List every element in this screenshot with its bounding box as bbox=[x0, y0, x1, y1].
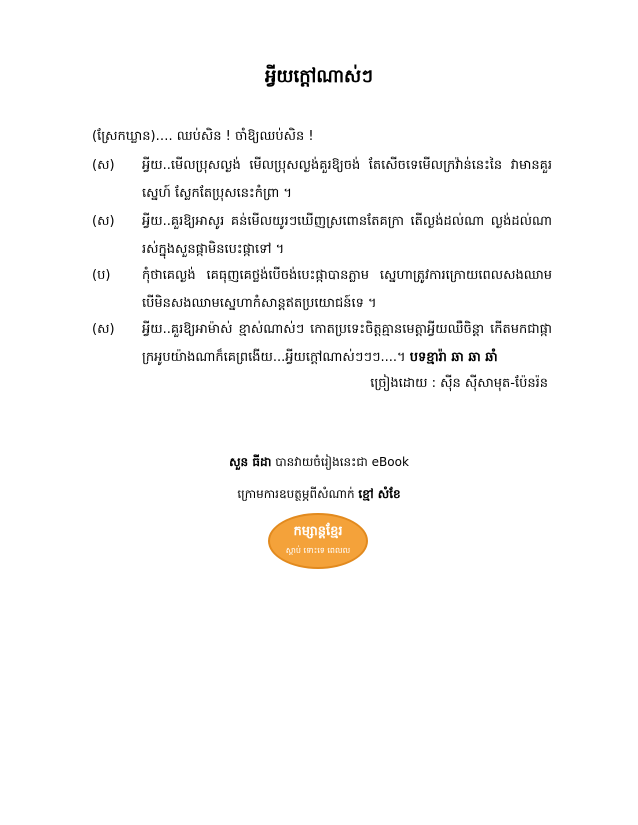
verse-text: កុំថាគេល្ងង់ គេធុញគេថ្លង់បើចង់បេះផ្កាបានភ្លាម ស្នេហាត្រូវការក្រោយពេលសងឈាម បើមិនសងឈាមស្នេហាកំសាន្តឥតប្រយោជន៍ទេ ។ bbox=[142, 268, 552, 311]
verse-4 bbox=[92, 316, 552, 372]
typist-name: សួន ធីដា bbox=[229, 455, 272, 469]
sponsor-prefix: ក្រោមការឧបត្ថម្ភពីសំណាក់ bbox=[237, 487, 359, 501]
kamsan-khmer-logo bbox=[268, 513, 368, 569]
intro-line: (ស្រែកឃ្លាន)…. ឈប់សិន ! ចាំឱ្យឈប់សិន ! bbox=[92, 129, 314, 144]
verse-text-body: អ្វីយ..គួរឱ្យអាម៉ាស់ ខ្មាស់ណាស់ៗ កោតប្រទេះចិត្តគ្មានមេត្តាអ្វីយឈឺចិន្តា កើតមកជាផ្កា ក្រអូបយ៉ាងណាក៏គេព្រងើយ...អ្វីយក្តៅណាស់ៗៗៗ....។ bbox=[142, 322, 552, 365]
logo-sub-text: ស្ដាប់ ទោះទេ ពេលល bbox=[285, 546, 351, 555]
song-title: អ្វីយក្តៅណាស់ៗ bbox=[264, 66, 374, 87]
verse-tag: (ស) bbox=[92, 158, 115, 173]
logo-main-text: កម្សាន្តខ្មែរ bbox=[293, 524, 343, 539]
verse-text bbox=[142, 316, 552, 372]
song-style-label: បទខ្មារ៉ា ឆា ឆា ឆាំ bbox=[409, 350, 498, 365]
sponsor-credit bbox=[0, 486, 638, 504]
verse-text: អ្វីយ..មើលប្រុសល្ងង់ មើលប្រុសល្ងង់គួរឱ្យចង់ តែសើចទេមើលក្រវ៉ាន់នេះនៃ វាមានគួរស្នេហ៍ ស្លែកតែប្រុសនេះកំព្រា ។ bbox=[142, 158, 552, 201]
verse-tag: (ប) bbox=[92, 268, 111, 283]
verse-2 bbox=[92, 208, 552, 264]
verse-1 bbox=[92, 152, 552, 208]
sponsor-name: ខ្មៅ សំខែ bbox=[358, 487, 401, 501]
typist-note: បានវាយចំរៀងនេះជា eBook bbox=[271, 455, 409, 469]
verse-tag: (ស) bbox=[92, 214, 115, 229]
typist-credit bbox=[0, 454, 638, 472]
verse-tag: (ស) bbox=[92, 322, 115, 337]
verse-3 bbox=[92, 262, 552, 318]
singer-credit: ច្រៀងដោយ : ស៊ីន ស៊ីសាមុត-ប៉ែនរ៉ន bbox=[370, 376, 548, 391]
verse-text: អ្វីយ..គួរឱ្យអាសូរ គន់មើលយូរៗឃើញស្រពោនតែគក្រា តើល្ងង់ដល់ណា ល្ងង់ដល់ណា រស់ក្នុងសួនផ្កាមិនបេះផ្កាទៅ ។ bbox=[142, 214, 552, 257]
